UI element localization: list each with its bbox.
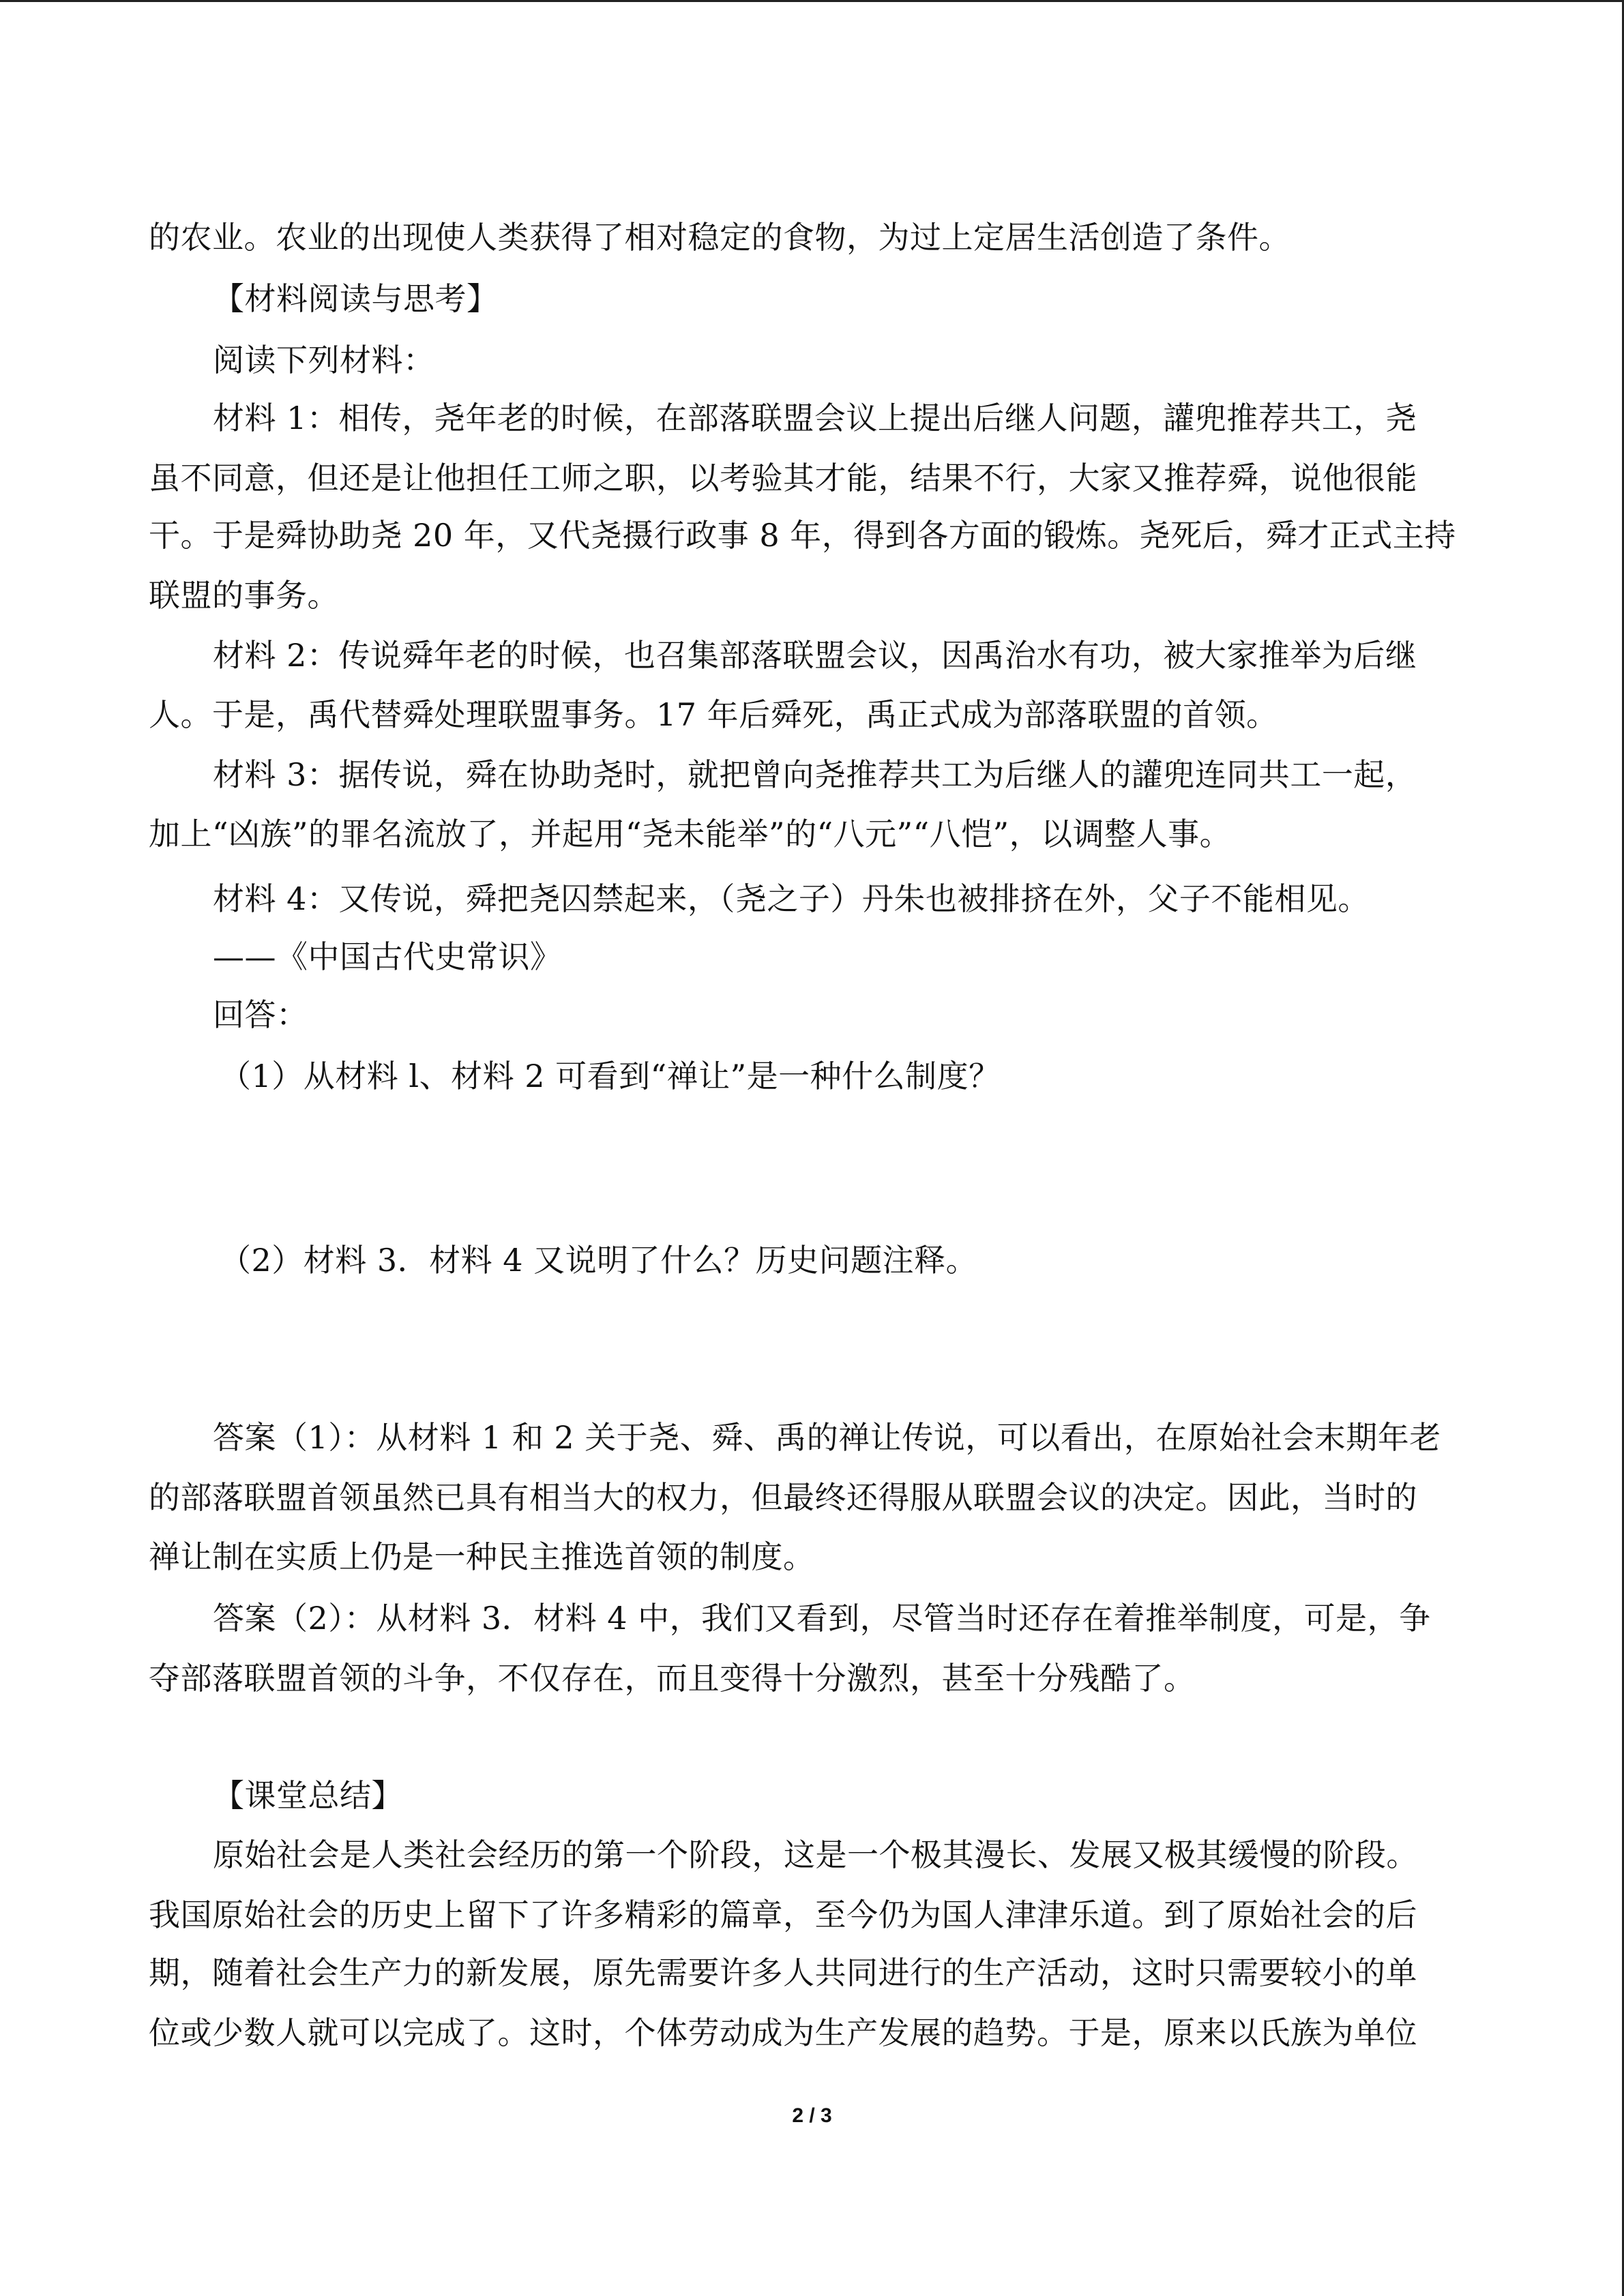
text-line: 位或少数人就可以完成了。这时，个体劳动成为生产发展的趋势。于是，原来以氏族为单位 bbox=[149, 2014, 1417, 2051]
text-line: 加上“凶族”的罪名流放了，并起用“尧未能举”的“八元”“八恺”，以调整人事。 bbox=[149, 816, 1232, 852]
text-line: 我国原始社会的历史上留下了许多精彩的篇章，至今仍为国人津津乐道。到了原始社会的后 bbox=[149, 1896, 1417, 1933]
section-heading-material: 【材料阅读与思考】 bbox=[213, 280, 499, 317]
text-line: 禅让制在实质上仍是一种民主推选首领的制度。 bbox=[149, 1538, 815, 1575]
page-number: 2 / 3 bbox=[792, 2104, 832, 2127]
text-line: 人。于是，禹代替舜处理联盟事务。17 年后舜死，禹正式成为部落联盟的首领。 bbox=[149, 696, 1278, 733]
section-heading-summary: 【课堂总结】 bbox=[213, 1777, 403, 1814]
text-line: 原始社会是人类社会经历的第一个阶段，这是一个极其漫长、发展又极其缓慢的阶段。 bbox=[213, 1836, 1418, 1873]
text-line: 材料 2：传说舜年老的时候，也召集部落联盟会议，因禹治水有功，被大家推举为后继 bbox=[213, 637, 1417, 674]
answer-2: 答案（2）：从材料 3．材料 4 中，我们又看到，尽管当时还存在着推举制度，可是，争 bbox=[213, 1600, 1431, 1637]
text-line: 材料 3：据传说，舜在协助尧时，就把曾向尧推荐共工为后继人的讙兜连同共工一起， bbox=[213, 756, 1417, 793]
text-line: 的部落联盟首领虽然已具有相当大的权力，但最终还得服从联盟会议的决定。因此，当时的 bbox=[149, 1479, 1417, 1516]
text-line: 阅读下列材料： bbox=[213, 342, 435, 378]
question-1: （1）从材料 l、材料 2 可看到“禅让”是一种什么制度？ bbox=[220, 1058, 1001, 1094]
text-line: 虽不同意，但还是让他担任工师之职，以考验其才能，结果不行，大家又推荐舜，说他很能 bbox=[149, 460, 1417, 496]
text-line: 期，随着社会生产力的新发展，原先需要许多人共同进行的生产活动，这时只需要较小的单 bbox=[149, 1954, 1417, 1991]
question-2: （2）材料 3．材料 4 又说明了什么？历史问题注释。 bbox=[220, 1242, 978, 1279]
text-line: 夺部落联盟首领的斗争，不仅存在，而且变得十分激烈，甚至十分残酷了。 bbox=[149, 1660, 1196, 1697]
source-citation: ——《中国古代史常识》 bbox=[213, 938, 562, 975]
text-line: 材料 4：又传说，舜把尧囚禁起来，（尧之子）丹朱也被排挤在外，父子不能相见。 bbox=[213, 880, 1370, 917]
text-line: 材料 1：相传，尧年老的时候，在部落联盟会议上提出后继人问题，讙兜推荐共工，尧 bbox=[213, 400, 1417, 436]
text-line: 的农业。农业的出现使人类获得了相对稳定的食物，为过上定居生活创造了条件。 bbox=[149, 219, 1290, 256]
text-line: 干。于是舜协助尧 20 年，又代尧摄行政事 8 年，得到各方面的锻炼。尧死后，舜才正式主持 bbox=[149, 517, 1456, 554]
answer-1: 答案（1）：从材料 1 和 2 关于尧、舜、禹的禅让传说，可以看出，在原始社会末期年老 bbox=[213, 1419, 1441, 1456]
text-line: 回答： bbox=[213, 996, 308, 1033]
text-line: 联盟的事务。 bbox=[149, 577, 339, 614]
